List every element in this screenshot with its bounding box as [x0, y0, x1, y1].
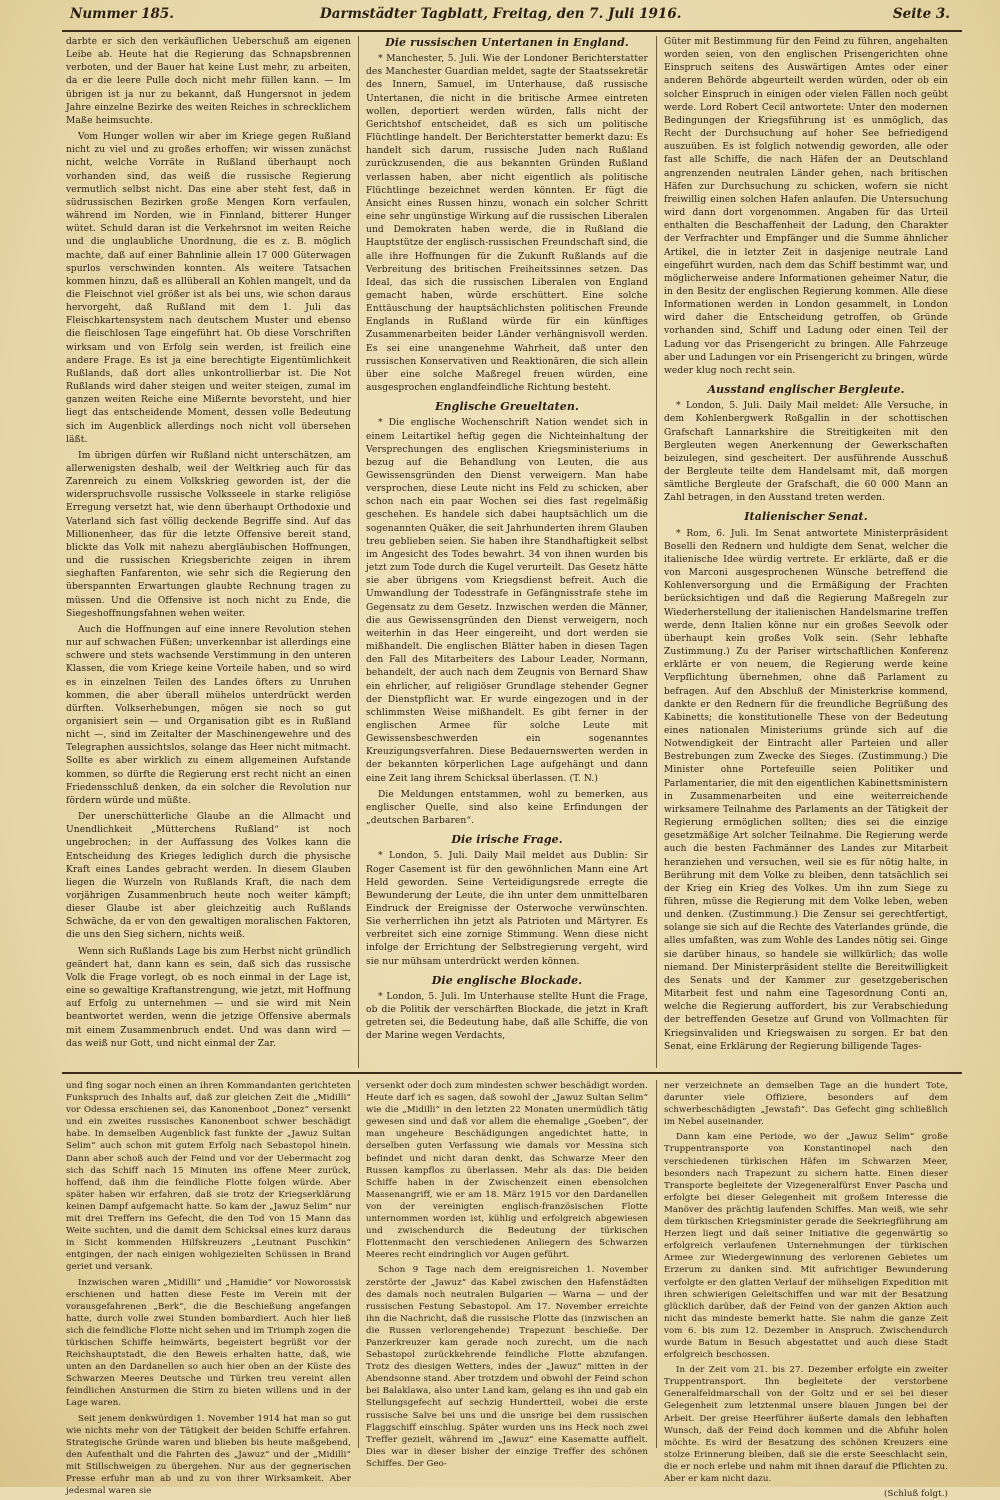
paragraph: darbte er sich den verkäuflichen Ueberschuß am eigenen Leibe ab. Heute hat die Regierung das Schnapsbrennen verboten, und der Bauer hat keine Lust mehr, zu arbeiten, da er die leere Pulle doch nicht mehr füllen kann. — Im übrigen ist ja nur zu bekannt, daß Hungersnot in jedem Jahre einzelne Bezirke des weiten Reiches in schrecklichem Maße heimsuchte.: [66, 37, 351, 126]
paragraph: * London, 5. Juli. Daily Mail meldet: Alle Versuche, in dem Kohlenbergwerk Roßgallin in der schottischen Grafschaft Lannarkshire die Streitigkeiten mit den Bergleuten wegen Anerkennung der Gewerkschaften beizulegen, sind gescheitert. Der ausführende Ausschuß der Bergleute teilte dem Handelsamt mit, daß morgen sämtliche Bergleute der Grafschaft, die 60 000 Mann an Zahl betragen, in den Ausstand treten werden.: [664, 401, 948, 504]
paragraph: versenkt oder doch zum mindesten schwer beschädigt worden. Heute darf ich es sagen, daß sowohl der „Jawuz Sultan Selim“ wie die „Midilli“ in den letzten 22 Monaten unermüdlich tätig gewesen sind und daß vor allem die ehemalige „Goeben“, der man ungeheure Beschädigungen angedichtet hatte, in derselben guten Verfassung wie damals vor Messina sich befindet und nicht daran denkt, das Schwarze Meer den Russen kampflos zu überlassen. Mehr als das: Die beiden Schiffe haben in der Zwischenzeit einen ebensolchen Massenangriff, wie er am 18. März 1915 vor den Dardanellen von der vereinigten englisch-französischen Flotte unternommen worden ist, kühlig und erfolgreich abgewiesen und zwischendurch die Bedeutung der türkischen Flottenmacht den verschiedenen Anliegern des Schwarzen Meeres recht eindringlich vor Augen geführt.: [366, 1081, 648, 1261]
headline: Die irische Frage.: [451, 833, 563, 847]
paragraph: * Rom, 6. Juli. Im Senat antwortete Ministerpräsident Boselli den Rednern und huldigte dem Senat, welcher die italienische Idee würdig vertrete. Er erklärte, daß er die von Marconi ausgesprochenen Wünsche betreffend die Kohlenversorgung und die Ermäßigung der Frachten berücksichtigen und daß die Regierung Maßregeln zur Wiederherstellung der italienischen Handelsmarine treffen werde, denn Italien könne nur ein großes Seevolk oder überhaupt kein großes Volk sein. (Sehr lebhafte Zustimmung.) Zu der Pariser wirtschaftlichen Konferenz erklärte er von neuem, die Regierung werde keine Verpflichtung übernehmen, ohne daß Parlament zu befragen. Auf den Abschluß der Ministerkrise kommend, dankte er den Rednern für die freundliche Begrüßung des Kabinetts; die konstitutionelle These von der Bedeutung eines nationalen Ministeriums gründe sich auf die Notwendigkeit der Eintracht aller Parteien und aller Bestrebungen zum Zwecke des Sieges. (Zustimmung.) Die Minister ohne Portefeuille seien Politiker und Parlamentarier, die mit den eigentlichen Kabinettsministern in Zusammenarbeiten und eine weiterreichende wirksamere Teilnahme des Parlaments an der Tätigkeit der Regierung ermöglichen sollten; dies sei die einzige gesetzmäßige Art solcher Teilnahme. Die Regierung werde auch die besten Fachmänner des Landes zur Mitarbeit heranziehen und versuchen, weil sie es für nötig halte, in Berührung mit dem Volke zu bleiben, denn tatsächlich sei der Krieg ein Krieg des Volkes. Um ihn zum Siege zu führen, müsse die Regierung mit dem Volke leben, weben und denken. (Zustimmung.) Die Zensur sei gerechtfertigt, solange sie sich auf die Rechte des Vaterlandes gründe, die alles umfaßten, was zum Wohle des Landes nötig sei. Ginge sie darüber hinaus, so handele sie willkürlich; das wolle niemand. Der Ministerpräsident stellte die Bereitwilligkeit des Senats und der Kammer zur gesetzgeberischen Mitarbeit fest und nahm eine Tagesordnung Conti an, welche die Regierung auffordert, bis zur Verabschiedung der betreffenden Gesetze auf Grund von Vollmachten für Kriegsinvaliden und Kriegswaisen zu sorgen. Er bat den Senat, eine Erklärung der Regierung billigende Tages-: [664, 528, 948, 1052]
paragraph: Wenn sich Rußlands Lage bis zum Herbst nicht gründlich geändert hat, dann kann es sein, daß sich das russische Volk die Frage vorlegt, ob es noch einmal in der Lage ist, eine so gewaltige Kraftanstrengung, wie jetzt, mit Hoffnung auf Erfolg zu unternehmen — und sie wird mit Nein beantwortet werden, wenn die jetzige Offensive abermals mit einem Zusammenbruch endet. Und was dann wird — das weiß nur Gott, und nicht einmal der Zar.: [66, 946, 351, 1049]
issue-number: Nummer 185.: [70, 6, 175, 22]
paragraph: Inzwischen waren „Midilli“ und „Hamidie“ vor Noworossisk erschienen und hatten diese Feste im Verein mit der vorausgefahrenen „Berk“, die die Beschießung angefangen hatte, durch volle zwei Stunden bombardiert. Auch hier ließ sich die feindliche Flotte nicht sehen und im Triumph zogen die türkischen Schiffe heimwärts, begeistert begrüßt vor der Reichshauptstadt, die den Beweis erhalten hatte, daß, wie unten an den Dardanellen so auch hier oben an der Küste des Schwarzen Meeres Deutsche und Türken treu vereint allen feindlichen Ansturmen die Stirn zu bieten willens und in der Lage waren.: [66, 1277, 351, 1409]
paragraph: Seit jenem denkwürdigen 1. November 1914 hat man so gut wie nichts mehr von der Tätigkeit der beiden Schiffe erfahren. Strategische Gründe waren und blieben bis heute maßgebend, den Aufenthalt und die Fahrten des „Jawuz“ und der „Midilli“ mit Stillschweigen zu übergehen. Nur aus der gegnerischen Presse erfuhr man ab und zu von ihrer Wirksamkeit. Aber jedesmal waren sie: [66, 1413, 351, 1497]
column-divider: [358, 1080, 359, 1448]
headline: Englische Greueltaten.: [435, 400, 579, 414]
paragraph: Vom Hunger wollen wir aber im Kriege gegen Rußland nicht zu viel und zu großes erhoffen; wir wissen zunächst nicht, welche Vorräte in Rußland überhaupt noch vorhanden sind, das weiß die russische Regierung vermutlich selbst nicht. Das eine aber steht fest, daß in südrussischen Bezirken große Mengen Korn verfaulen, während im Norden, wie in Finnland, bitterer Hunger wütet. Schuld daran ist die Verkehrsnot im weiten Reiche und die unglaubliche Unordnung, die es z. B. möglich machte, daß auf einer Bahnlinie allein 17 000 Güterwagen spurlos verschwinden konnten. Als weitere Tatsachen kommen hinzu, daß es allüberall an Kohlen mangelt, und da die Fleischnot viel größer ist als bei uns, wie schon daraus hervorgeht, daß Rußland mit dem 1. Juli das Fleischkartensystem nach deutschem Muster und ebenso die fleischlosen Tage eingeführt hat. Ob diese Vorschriften wirksam und von Erfolg sein werden, ist freilich eine andere Frage. Es ist ja eine berechtigte Eigentümlichkeit Rußlands, daß dort alles unkontrollierbar ist. Die Not Rußlands wird daher steigen und weiter steigen, zumal im ganzen weiten Reiche eine Mißernte bevorsteht, und hier liegt das entscheidende Moment, dessen volle Bedeutung sich im Augenblick allerdings noch nicht voll übersehen läßt.: [66, 132, 351, 445]
paragraph: Die Meldungen entstammen, wohl zu bemerken, aus englischer Quelle, sind also keine Erfindungen der „deutschen Barbaren“.: [366, 789, 648, 827]
paragraph: * London, 5. Juli. Daily Mail meldet aus Dublin: Sir Roger Casement ist für den gewöhnlichen Mann eine Art Held geworden. Seine Verteidigungsrede erregte die Bewunderung der Leute, die ihn unter dem unmittelbaren Eindruck der Ereignisse der Osterwoche verwünschten. Sie verherrlichen ihn jetzt als Patrioten und Märtyrer. Es verbreitet sich eine zornige Stimmung. Wenn diese nicht infolge der Errichtung der Selbstregierung vergeht, wird sie nur mühsam unterdrückt werden können.: [366, 851, 648, 967]
paragraph: * Manchester, 5. Juli. Wie der Londoner Berichterstatter des Manchester Guardian meldet, sagte der Staatssekretär des Innern, Samuel, im Unterhause, daß russische Untertanen, die nicht in die britische Armee eintreten wollen, deportiert werden würden, falls nicht der Gerichtshof entscheidet, daß es sich um politische Flüchtlinge handelt. Der Berichterstatter bemerkt dazu: Es handelt sich darum, russische Juden nach Rußland zurückzusenden, die aus bekannten Gründen Rußland verlassen haben, aber nicht eigentlich als politische Flüchtlinge bezeichnet werden könnten. Er fügt die Ansicht eines Russen hinzu, wonach ein solcher Schritt eine sehr ungünstige Wirkung auf die russischen Liberalen und Demokraten haben werde, die in Rußland die Hauptstütze der englisch-russischen Freundschaft sind, die alle ihre Hoffnungen für die Zukunft Rußlands auf die Verbreitung des britischen Freiheitssinnes setzen. Das Ideal, das sich die russischen Liberalen von England gemacht haben, würde erschüttert. Eine solche Enttäuschung der hauptsächlichsten politischen Freunde Englands in Rußland würde für ein künftiges Zusammenarbeiten beider Länder verhängnisvoll werden. Es sei eine unangenehme Wahrheit, daß unter den russischen Konservativen und Reaktionären, die sich allein über eine solche Maßregel freuen würden, eine ausgesprochen englandfeindliche Richtung besteht.: [366, 54, 648, 394]
paragraph: Dann kam eine Periode, wo der „Jawuz Selim“ große Truppentransporte von Konstantinopel nach den verschiedenen türkischen Häfen im Schwarzen Meer, besonders nach Trapezunt zu sichern hatte. Einen dieser Transporte begleitete der Vizegeneralfürst Enver Pascha und erfolgte bei dieser Gelegenheit mit großem Interesse die Manöver des prächtig laufenden Schiffes. Man weiß, wie sehr dem türkischen Kriegsminister gerade die Seekriegführung am Herzen liegt und daß seiner Initiative die gegenwärtig so erfolgreich verlaufenen Unternehmungen der türkischen Armee zur Wiedergewinnung des verlorenen Gebietes um Erzerum zu danken sind. Mit aufrichtiger Bewunderung verfolgte er den glatten Verlauf der mühseligen Expedition mit ihren schwierigen Geleitschiffen und war mit der Besatzung glücklich darüber, daß der Feind von der ganzen Aktion auch nicht das mindeste bemerkt hatte. Sie nahm die ganze Zeit vom 6. bis zum 12. Dezember in Anspruch. Zwischendurch wurde Batum in Besuch abgestattet und auch diese Stadt erfolgreich beschossen.: [664, 1132, 948, 1361]
continuation-note: (Schluß folgt.): [884, 1489, 948, 1500]
column-1: [66, 36, 351, 1068]
column-divider: [358, 36, 359, 1068]
paragraph: * London, 5. Juli. Im Unterhause stellte Hunt die Frage, ob die Politik der verschärften Blockade, die jetzt in Kraft getreten sei, die Bedeutung habe, daß alle Schiffe, die von der Marine wegen Verdachts,: [366, 991, 648, 1042]
paragraph: Der unerschütterliche Glaube an die Allmacht und Unendlichkeit „Mütterchens Rußland“ ist noch ungebrochen; in der Auffassung des Volkes kann die Entscheidung des Krieges lediglich durch die physische Kraft eines Landes gebracht werden. In diesem Glauben liegen die Wurzeln von Rußlands Kraft, die nach dem vorjährigen Zusammenbruch heute noch weiter kämpft; dieser Glaube ist aber gleichzeitig auch Rußlands Schwäche, da er von den gewaltigen moralischen Faktoren, die uns den Sieg sichern, nichts weiß.: [66, 812, 351, 941]
column-divider: [656, 1080, 657, 1448]
page-number: Seite 3.: [892, 6, 950, 22]
headline: Italienischer Senat.: [744, 510, 868, 524]
column-divider: [656, 36, 657, 1068]
feuilleton-column-3: [664, 1080, 948, 1500]
feuilleton-column-2: [366, 1080, 648, 1469]
paragraph: In der Zeit vom 21. bis 27. Dezember erfolgte ein zweiter Truppentransport. Ihn begleitete der verstorbene Generalfeldmarschall von der Goltz und er sei bei dieser Gelegenheit zum letztenmal unsere blauen Jungen bei der Arbeit. Der greise Heerführer äußerte damals den lebhaften Wunsch, daß der Feind doch kommen und die Abfuhr holen möchte. Es wird der Besatzung des schönen Kreuzers eine stolze Erinnerung bleiben, daß sie die erste Seeschlacht sein, die er noch erlebe und nahm mit ihnen darauf die Pflichten zu. Aber er kam nicht dazu.: [664, 1365, 948, 1484]
page-header: [70, 2, 950, 28]
headline: Die englische Blockade.: [431, 973, 583, 987]
column-2: [366, 36, 648, 1068]
paragraph: Im übrigen dürfen wir Rußland nicht unterschätzen, am allerwenigsten deshalb, weil der Weltkrieg auch für das Zarenreich zu einem Volkskrieg geworden ist, der die widerspruchsvolle russische Volksseele in starke religiöse Erregung versetzt hat, wie denn überhaupt Orthodoxie und Vaterland sich fast völlig deckende Begriffe sind. Auf das Millionenheer, das für die letzte Offensive bereit stand, blickte das Volk mit nahezu abergläubischen Hoffnungen, und die russischen Kriegsberichte zeigen in ihrem sieghaften Fanfarenton, wie sehr sich die Regierung den überspannten Erwartungen glaubte Rechnung tragen zu müssen. Und die Offensive ist noch nicht zu Ende, die Siegeshoffnungsfahnen wehen weiter.: [66, 450, 351, 619]
feuilleton-rule: [62, 1072, 962, 1074]
column-3: [664, 36, 948, 1068]
paragraph: ner verzeichnete an demselben Tage an die hundert Tote, darunter viele Offiziere, besonders auf dem schwerbeschädigten „Jewstafi“. Das Gefecht ging schließlich im Nebel auseinander.: [664, 1081, 948, 1128]
paragraph: und fing sogar noch einen an ihren Kommandanten gerichteten Funkspruch des Inhalts auf, daß zur gleichen Zeit die „Midilli“ vor Odessa erschienen sei, das Kanonenboot „Donez“ versenkt und ein zweites russisches Kanonenboot schwer beschädigt habe. In demselben Augenblick fast funkte der „Jawuz Sultan Selim“ auch schon mit gutem Erfolg nach Sebastopol hinein. Dann aber schoß auch der Feind und vor der Uebermacht zog sich das Schiff nach 15 Minuten ins offene Meer zurück, hoffend, daß ihm die feindliche Flotte folgen würde. Aber später haben wir erfahren, daß sie trotz der Kriegserklärung keinen Dampf aufgemacht hatte. So kam der „Jawuz Selim“ nur mit drei Treffern ins Gefecht, die den Tod von 15 Mann das Weite suchten, und die damit dem Schicksal eines kurz daraus in Sicht kommenden Hilfskreuzers „Leutnant Puschkin“ entgingen, der nach einigen wohlgezielten Schüssen in Brand geriet und versank.: [66, 1081, 351, 1273]
headline: Ausstand englischer Bergleute.: [707, 383, 905, 397]
masthead: Darmstädter Tagblatt, Freitag, den 7. Juli 1916.: [320, 6, 682, 22]
paragraph: Schon 9 Tage nach dem ereignisreichen 1. November zerstörte der „Jawuz“ das Kabel zwischen den Hafenstädten des damals noch neutralen Bulgarien — Warna — und der russischen Festung Sebastopol. Am 17. November erreichte ihn die Nachricht, daß die russische Flotte das (inzwischen an die Russen verlorengehende) Trapezunt beschieße. Der Panzerkreuzer kam gerade noch zurecht, um die nach Sebastopol zurückkehrende feindliche Flotte abzufangen. Trotz des diesigen Wetters, indes der „Jawuz“ mitten in der Abendsonne stand. Aber trotzdem und obwohl der Feind schon bei Balaklawa, also unter Land kam, gelang es ihn und gab ein Stellungsgefecht auf sechzig Hundertteil, wobei die erste russische Salve bei uns und die unsrige bei dem russischen Flaggschiff einschlug. Später wurden uns ins Heck noch zwei Treffer gezielt, während im „Jawuz“ eine Kasematte auffielt. Dies war in dieser bisher der einzige Treffer des schönen Schiffes. Der Geo-: [366, 1265, 648, 1469]
feuilleton-column-1: [66, 1080, 351, 1497]
paragraph: * Die englische Wochenschrift Nation wendet sich in einem Leitartikel heftig gegen die Nichteinhaltung der Versprechungen des englischen Kriegsministeriums in bezug auf die Behandlung von Leuten, die aus Gewissensgründen den Dienst verweigern. Man habe versprochen, diese Leute nicht ins Feld zu schicken, aber schon nach ein paar Wochen sei dies fast regelmäßig geschehen. Es handele sich dabei hauptsächlich um die sogenannten Quäker, die seit Jahrhunderten ihrem Glauben treu geblieben seien. Sie haben ihre Standhaftigkeit selbst im Angesicht des Todes bewahrt. 34 von ihnen wurden bis jetzt zum Tode durch die Kugel verurteilt. Das Gesetz hätte sie aber übrigens vom Kriegsdienst befreit. Auch die Umwandlung der Todesstrafe in Gefängnisstrafe stehe im Gegensatz zu dem Gesetz. Inzwischen werden die Männer, die aus Gewissensgründen den Dienst verweigern, noch weiterhin in das Heer eingereiht, und dort werden sie mißhandelt. Die englischen Blätter haben in diesen Tagen den Fall des Mitarbeiters des Labour Leader, Normann, behandelt, der auch nach dem Zeugnis von Bernard Shaw ein ehrlicher, auf religiöser Grundlage stehender Gegner der Dienstpflicht war. Er wurde eingezogen und in der schlimmsten Weise mißhandelt. Es gibt ferner in der englischen Armee für solche Leute mit Gewissensbeschwerden ein sogenanntes Kreuzigungsverfahren. Diese Bedauernswerten werden in der bekannten körperlichen Lage aufgehängt und dann eine Zeit lang ihrem Schicksal überlassen. (T. N.): [366, 418, 648, 784]
paragraph: Auch die Hoffnungen auf eine innere Revolution stehen nur auf schwachen Füßen; unverkennbar ist allerdings eine schwere und stets wachsende Verstimmung in den unteren Klassen, die vom Kriege keine Vorteile haben, und so wird es in einzelnen Teilen des Landes öfters zu Unruhen kommen, die aber überall mühelos unterdrückt werden dürften. Volkserhebungen, mögen sie noch so gut organisiert sein — und Organisation gibt es in Rußland nicht —, sind im Zeitalter der Maschinengewehre und des Telegraphen aussichtslos, solange das Heer nicht mitmacht. Sollte es aber wirklich zu einem allgemeinen Aufstande kommen, so dürfte die Regierung erst recht nicht an einen Friedensschluß denken, da ein solcher die Revolution nur fördern würde und müßte.: [66, 624, 351, 806]
paragraph: Güter mit Bestimmung für den Feind zu führen, angehalten worden seien, von den englischen Prisengerichten ohne Einspruch seitens des Auswärtigen Amtes oder einer anderen Behörde abgeurteilt werden würden, oder ob ein solcher Einspruch in einigen oder vielen Fällen noch geübt werde. Lord Robert Cecil antwortete: Unter den modernen Bedingungen der Kriegsführung ist es unmöglich, das Recht der Durchsuchung auf hoher See befriedigend auszuüben. Es ist folglich notwendig geworden, alle oder fast alle Schiffe, die nach Häfen der an Deutschland angrenzenden neutralen Länder gehen, nach britischen Häfen zur Durchsuchung zu schicken, wofern sie nicht freiwillig einen solchen Hafen anlaufen. Die Untersuchung wird dann dort vorgenommen. Angaben für das Urteil enthalten die Beschaffenheit der Ladung, den Charakter der Verfrachter und Empfänger und die Summe ähnlicher Artikel, die in letzter Zeit in dasjenige neutrale Land eingeführt wurden, nach dem das Schiff bestimmt war, und möglicherweise andere Informationen geheimer Natur, die in den Besitz der englischen Regierung kommen. Alle diese Informationen werden in London gesammelt, in London wird daher die Entscheidung getroffen, ob Gründe vorhanden sind, Schiff und Ladung oder einen Teil der Ladung vor das Prisengericht zu bringen. Alle Fahrzeuge aber und Ladungen vor ein Prisengericht zu bringen, würde weder klug noch recht sein.: [664, 37, 948, 376]
header-rule: [62, 30, 962, 32]
headline: Die russischen Untertanen in England.: [385, 36, 629, 49]
